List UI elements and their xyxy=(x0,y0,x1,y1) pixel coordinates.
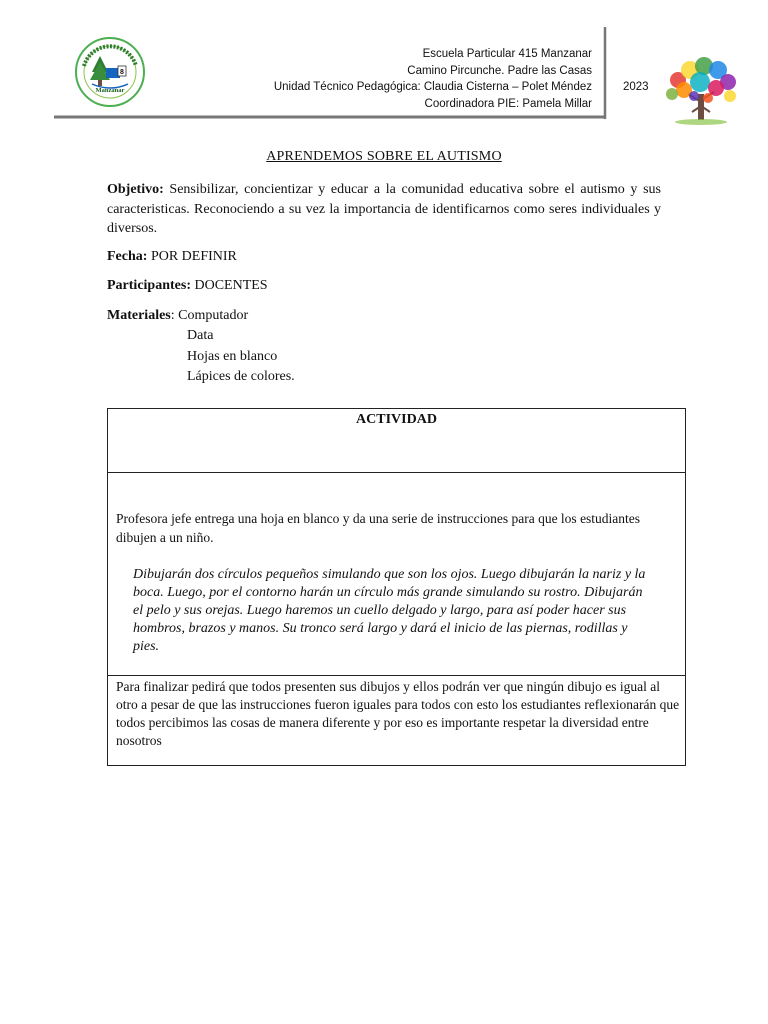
list-item: Data xyxy=(187,328,214,343)
tree-logo xyxy=(658,54,744,132)
table-divider xyxy=(108,472,685,473)
school-header xyxy=(274,46,592,112)
materiales-first-item: : Computador xyxy=(170,308,249,323)
fecha-value: POR DEFINIR xyxy=(147,249,237,264)
actividad-drawing-steps: Dibujarán dos círculos pequeños simulando que son los ojos. Luego dibujarán la nariz y la boca. Luego, por el contorno harán un círculo más grande simulando su rostro. Dibujarán el pelo y sus orejas. Luego haremos un cuello delgado y largo, para así poder hacer sus hombros, brazos y manos. Su tronco será largo y dará el inicio de las piernas, rodillas y pies. xyxy=(133,567,646,654)
table-divider xyxy=(108,675,685,676)
fecha-label: Fecha: xyxy=(107,249,148,264)
header-year: 2023 xyxy=(623,81,649,93)
svg-text:8: 8 xyxy=(120,69,124,76)
header-line-utp: Unidad Técnico Pedagógica: Claudia Cisterna – Polet Méndez xyxy=(273,81,592,93)
fecha-section xyxy=(107,247,661,267)
list-item: Lápices de colores. xyxy=(187,369,295,384)
objetivo-section xyxy=(107,180,661,239)
actividad-title: ACTIVIDAD xyxy=(356,412,437,427)
materiales-list xyxy=(187,326,295,388)
header-line-school: Escuela Particular 415 Manzanar xyxy=(422,48,592,60)
objetivo-text: Sensibilizar, concientizar y educar a la comunidad educativa sobre el autismo y sus caracteristicas. Reconociendo a su vez la importancia de identificarnos como seres individuales y diversos. xyxy=(107,182,661,236)
header-line-address: Camino Pircunche. Padre las Casas xyxy=(407,64,592,77)
materiales-label: Materiales xyxy=(107,308,171,323)
page-title: APRENDEMOS SOBRE EL AUTISMO xyxy=(266,149,502,164)
actividad-instructions: Profesora jefe entrega una hoja en blanco y da una serie de instrucciones para que los estudiantes dibujen a un niño. xyxy=(116,511,641,545)
list-item: Hojas en blanco xyxy=(187,348,278,364)
svg-text:Manzanar: Manzanar xyxy=(95,87,125,94)
participantes-value: DOCENTES xyxy=(190,278,268,293)
materiales-section xyxy=(107,306,661,326)
participantes-label: Participantes: xyxy=(107,278,191,293)
actividad-closing: Para finalizar pedirá que todos presenten sus dibujos y ellos podrán ver que ningún dibujo es igual al otro a pesar de que las instrucciones fueron iguales para todos con esto los estudiantes reflexionarán que todos percibimos las cosas de manera diferente y por eso es importante respetar la diversidad entre nosotros xyxy=(116,679,680,748)
participantes-section xyxy=(107,276,661,296)
objetivo-label: Objetivo: xyxy=(107,182,164,197)
school-logo xyxy=(74,36,146,108)
actividad-table xyxy=(107,408,686,766)
header-line-pie: Coordinadora PIE: Pamela Millar xyxy=(424,97,592,110)
